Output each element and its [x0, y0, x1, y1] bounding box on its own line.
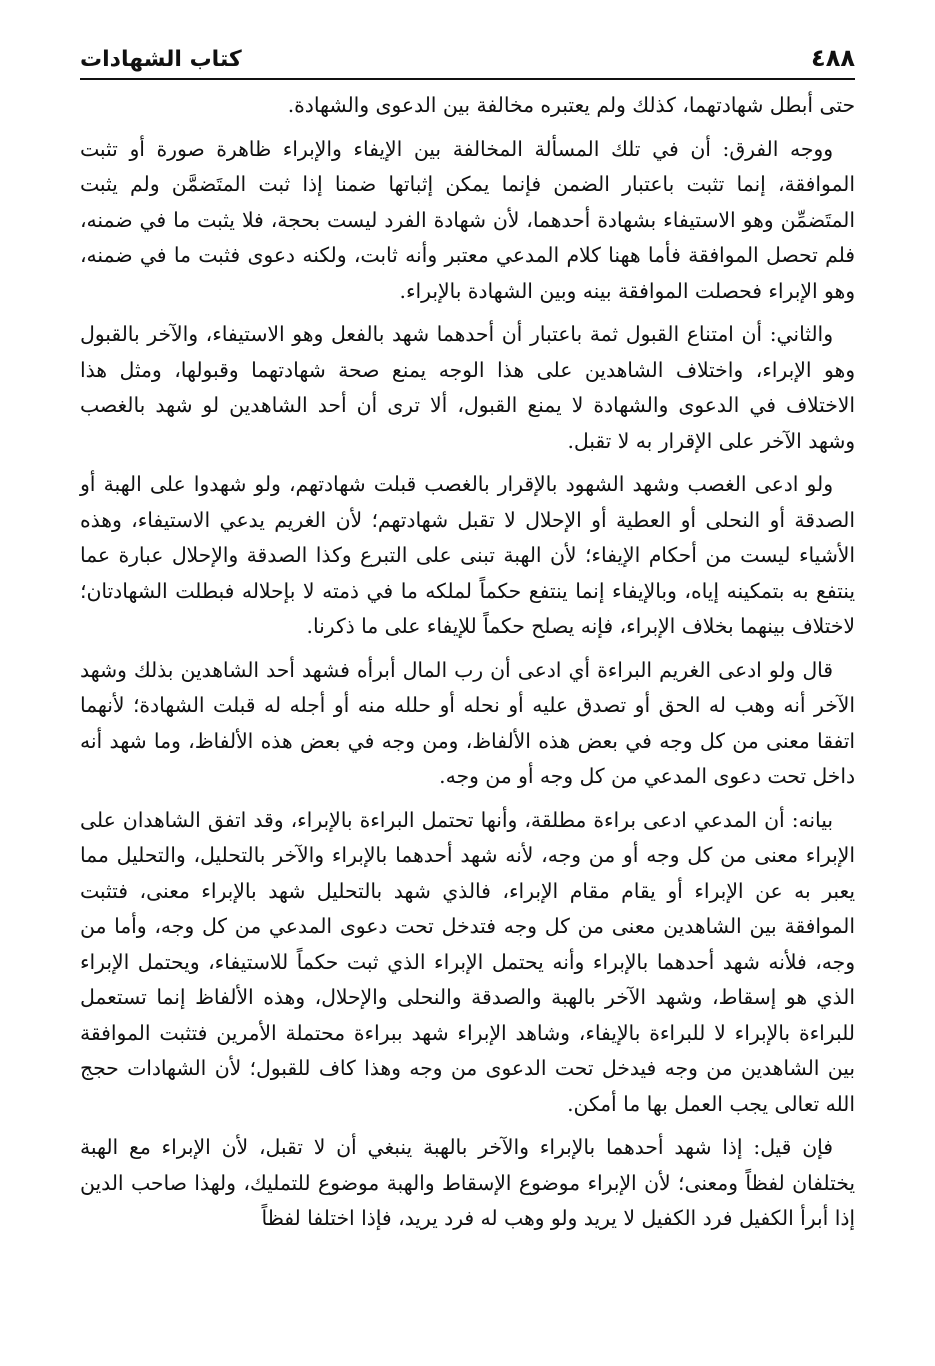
paragraph: ولو ادعى الغصب وشهد الشهود بالإقرار بالغصب قبلت شهادتهم، ولو شهدوا على الهبة أو الصدقة أو النحلى أو العطية أو الإحلال لا تقبل شهادتهم؛ لأن الغريم يدعي الاستيفاء، وهذه الأشياء ليست من أحكام الإيفاء؛ لأن الهبة تبنى على التبرع وكذا الصدقة والإحلال عبارة عما ينتفع به بتمكينه إياه، وبالإيفاء إنما ينتفع حكماً لملكه ما في ذمته لا بإحلاله فبطلت الشهادتان؛ لاختلاف بينهما بخلاف الإبراء، فإنه يصلح حكماً للإيفاء على ما ذكرنا. — [80, 472, 855, 638]
book-page — [80, 30, 855, 1350]
paragraph: حتى أبطل شهادتهما، كذلك ولم يعتبره مخالفة بين الدعوى والشهادة. — [287, 93, 855, 117]
paragraph: قال ولو ادعى الغريم البراءة أي ادعى أن رب المال أبرأه فشهد أحد الشاهدين بذلك وشهد الآخر أنه وهب له الحق أو تصدق عليه أو نحله أو حلله منه أو أجله له قبلت الشهادة؛ لأنهما اتفقا معنى من كل وجه في بعض هذه الألفاظ، ومن وجه في بعض هذه الألفاظ، وما شهد أنه داخل تحت دعوى المدعي من كل وجه أو من وجه. — [80, 657, 855, 788]
running-header — [80, 30, 855, 80]
paragraph: بيانه: أن المدعي ادعى براءة مطلقة، وأنها تحتمل البراءة بالإبراء، وقد اتفق الشاهدان على الإبراء معنى من كل وجه أو من وجه، لأنه شهد أحدهما بالإبراء والآخر بالتحليل، والتحليل مما يعبر به عن الإبراء أو يقام مقام الإبراء، فالذي شهد بالتحليل شهد بالإبراء معنى، فتثبت الموافقة بين الشاهدين معنى من كل وجه فتدخل تحت دعوى المدعي من كل وجه، وأما من وجه، فلأنه شهد أحدهما بالإبراء وأنه يحتمل الإبراء الذي ثبت حكماً للاستيفاء، ويحتمل الإبراء الذي هو إسقاط، وشهد الآخر بالهبة والصدقة والنحلى والإحلال، وهذه الألفاظ إنما تستعمل للبراءة بالإبراء لا للبراءة بالإيفاء، وشاهد الإبراء شهد ببراءة محتملة الأمرين فتثبت الموافقة بين الشاهدين من وجه فيدخل تحت الدعوى من وجه وهذا كاف للقبول؛ لأن الشهادات حجج الله تعالى يجب العمل بها ما أمكن. — [80, 807, 855, 1116]
chapter-title: كتاب الشهادات — [80, 47, 242, 72]
page-number: ٤٨٨ — [811, 44, 855, 72]
paragraph: والثاني: أن امتناع القبول ثمة باعتبار أن أحدهما شهد بالفعل وهو الاستيفاء، والآخر بالقبول وهو الإبراء، واختلاف الشاهدين على هذا الوجه يمنع صحة شهادتهما وقبولها، ومثل هذا الاختلاف في الدعوى والشهادة لا يمنع القبول، ألا ترى أن أحد الشاهدين لو شهد بالغصب وشهد الآخر على الإقرار به لا تقبل. — [80, 322, 855, 453]
body-text — [80, 88, 855, 1237]
paragraph: ووجه الفرق: أن في تلك المسألة المخالفة بين الإيفاء والإبراء ظاهرة صورة أو تثبت الموافقة، إنما تثبت باعتبار الضمن فإنما يمكن إثباتها ضمنا إذا ثبت المتَضمَّن ولم يثبت المتَضمِّن وهو الاستيفاء بشهادة أحدهما، لأن شهادة الفرد ليست بحجة، فلا يثبت ما في ضمنه، فلم تحصل الموافقة فأما ههنا كلام المدعي معتبر وأنه ثابت، ولكنه دعوى فثبت ما في ضمنه، وهو الإبراء فحصلت الموافقة بينه وبين الشهادة بالإبراء. — [80, 136, 855, 303]
paragraph: فإن قيل: إذا شهد أحدهما بالإبراء والآخر بالهبة ينبغي أن لا تقبل، لأن الإبراء مع الهبة يختلفان لفظاً ومعنى؛ لأن الإبراء موضوع الإسقاط والهبة موضوع للتمليك، ولهذا صاحب الدين إذا أبرأ الكفيل فرد الكفيل لا يريد ولو وهب له فرد يريد، فإذا اختلفا لفظاً — [80, 1135, 855, 1230]
